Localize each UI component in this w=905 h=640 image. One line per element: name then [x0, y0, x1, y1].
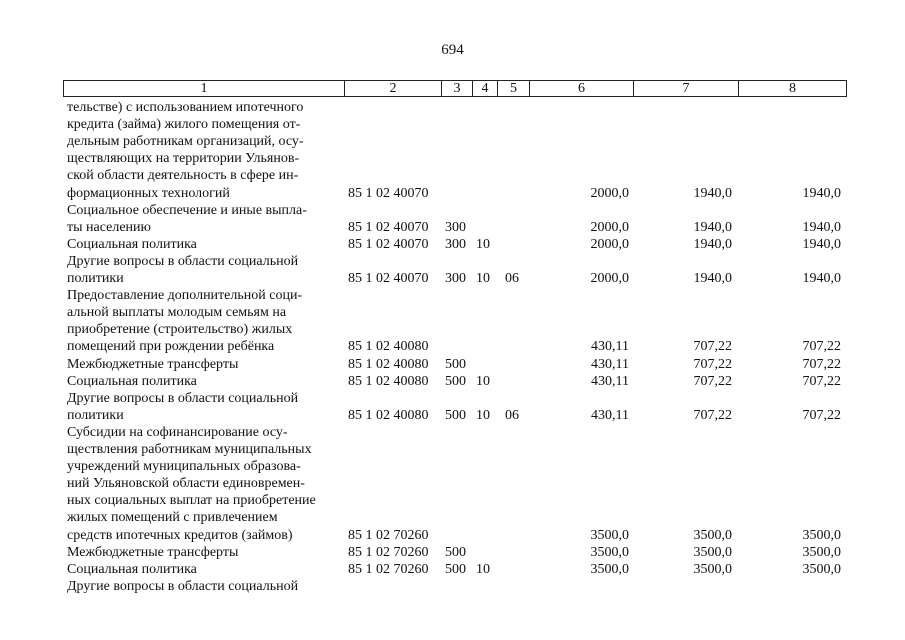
row-col-3: 500 — [445, 356, 466, 372]
page-number: 694 — [441, 42, 464, 58]
row-description: Другие вопросы в области социальной — [67, 578, 299, 594]
table-row — [0, 220, 905, 236]
table-row — [0, 237, 905, 253]
row-description: ных социальных выплат на приобретение — [67, 493, 316, 509]
table-row — [0, 254, 905, 270]
row-value-8: 707,22 — [802, 356, 841, 372]
row-description: ществляющих на территории Ульянов- — [67, 151, 300, 167]
row-value-7: 1940,0 — [693, 271, 732, 286]
row-description: ний Ульяновской области единовремен- — [67, 476, 305, 492]
table-row — [0, 305, 905, 321]
row-code: 85 1 02 40070 — [348, 185, 429, 201]
row-description: ты населению — [67, 219, 151, 235]
header-col-5: 5 — [498, 81, 530, 96]
row-code: 85 1 02 40070 — [348, 236, 429, 252]
row-value-8: 1940,0 — [802, 271, 841, 286]
row-value-7: 3500,0 — [693, 544, 732, 560]
row-code: 85 1 02 70260 — [348, 561, 429, 577]
row-col-4: 10 — [476, 561, 490, 577]
row-code: 85 1 02 40070 — [348, 219, 429, 235]
row-col-3: 300 — [445, 236, 466, 252]
row-value-8: 1940,0 — [802, 219, 841, 235]
row-value-7: 707,22 — [693, 339, 732, 355]
table-row — [0, 117, 905, 133]
row-col-3: 500 — [445, 544, 466, 560]
table-row — [0, 408, 905, 424]
table-row — [0, 134, 905, 150]
row-description: Социальная политика — [67, 236, 197, 252]
table-row — [0, 151, 905, 167]
row-description: Другие вопросы в области социальной — [67, 390, 299, 406]
row-col-4: 10 — [476, 271, 490, 286]
row-description: приобретение (строительство) жилых — [67, 322, 293, 338]
table-header — [63, 80, 847, 97]
row-value-6: 3500,0 — [590, 561, 629, 577]
row-value-7: 707,22 — [693, 356, 732, 372]
row-value-8: 1940,0 — [802, 185, 841, 201]
header-col-8: 8 — [789, 81, 796, 96]
row-value-7: 707,22 — [693, 373, 732, 389]
row-description: помещений при рождении ребёнка — [67, 339, 275, 355]
table-row — [0, 339, 905, 355]
row-description: ской области деятельность в сфере ин- — [67, 168, 299, 184]
table-row — [0, 528, 905, 544]
table-row — [0, 186, 905, 202]
row-col-4: 10 — [476, 373, 490, 389]
table-row — [0, 322, 905, 338]
table-row — [0, 476, 905, 492]
row-value-6: 430,11 — [591, 356, 629, 372]
row-value-6: 2000,0 — [590, 236, 629, 252]
table-row — [0, 579, 905, 595]
table-row — [0, 493, 905, 509]
table-row — [0, 545, 905, 561]
row-col-3: 500 — [445, 407, 466, 423]
row-col-3: 500 — [445, 561, 466, 577]
table-row — [0, 425, 905, 441]
row-value-8: 707,22 — [802, 339, 841, 355]
row-description: ществления работникам муниципальных — [67, 442, 312, 457]
row-value-7: 3500,0 — [693, 527, 732, 543]
header-col-2: 2 — [345, 81, 442, 96]
row-value-7: 1940,0 — [693, 236, 732, 252]
row-description: Межбюджетные трансферты — [67, 544, 239, 560]
table-row — [0, 562, 905, 578]
row-description: Межбюджетные трансферты — [67, 356, 239, 372]
row-value-6: 430,11 — [591, 373, 629, 389]
row-value-6: 2000,0 — [590, 185, 629, 201]
row-col-5: 06 — [505, 407, 519, 423]
row-value-6: 2000,0 — [590, 219, 629, 235]
row-value-7: 3500,0 — [693, 561, 732, 577]
row-value-6: 430,11 — [591, 407, 629, 423]
row-value-8: 707,22 — [802, 407, 841, 423]
table-row — [0, 271, 905, 287]
row-value-6: 2000,0 — [590, 271, 629, 286]
row-description: учреждений муниципальных образова- — [67, 459, 301, 475]
row-code: 85 1 02 40080 — [348, 356, 429, 372]
row-description: средств ипотечных кредитов (займов) — [67, 527, 293, 543]
row-value-6: 3500,0 — [590, 527, 629, 543]
row-code: 85 1 02 40080 — [348, 339, 429, 355]
row-code: 85 1 02 70260 — [348, 544, 429, 560]
table-row — [0, 288, 905, 304]
row-value-7: 707,22 — [693, 407, 732, 423]
row-description: Субсидии на софинансирование осу- — [67, 424, 288, 440]
row-code: 85 1 02 40080 — [348, 373, 429, 389]
table-row — [0, 168, 905, 184]
header-col-6: 6 — [530, 81, 634, 96]
row-col-3: 300 — [445, 219, 466, 235]
table-row — [0, 459, 905, 475]
row-value-8: 707,22 — [802, 373, 841, 389]
row-description: альной выплаты молодым семьям на — [67, 305, 287, 321]
row-value-6: 430,11 — [591, 339, 629, 355]
table-row — [0, 374, 905, 390]
row-value-8: 3500,0 — [802, 561, 841, 577]
row-code: 85 1 02 40080 — [348, 407, 429, 423]
header-col-1: 1 — [64, 81, 345, 96]
row-description: формационных технологий — [67, 185, 230, 201]
row-col-5: 06 — [505, 271, 519, 286]
row-value-8: 3500,0 — [802, 544, 841, 560]
row-value-7: 1940,0 — [693, 185, 732, 201]
row-description: Предоставление дополнительной соци- — [67, 288, 303, 304]
header-col-3: 3 — [442, 81, 473, 96]
row-code: 85 1 02 40070 — [348, 271, 429, 286]
row-value-8: 1940,0 — [802, 236, 841, 252]
row-value-6: 3500,0 — [590, 544, 629, 560]
row-col-3: 500 — [445, 373, 466, 389]
header-col-4: 4 — [473, 81, 498, 96]
table-row — [0, 510, 905, 526]
row-description: дельным работникам организаций, осу- — [67, 134, 304, 150]
row-description: Социальное обеспечение и иные выпла- — [67, 202, 307, 218]
header-col-7: 7 — [634, 81, 739, 96]
table-row — [0, 357, 905, 373]
row-value-8: 3500,0 — [802, 527, 841, 543]
row-description: кредита (займа) жилого помещения от- — [67, 117, 301, 133]
row-description: тельстве) с использованием ипотечного — [67, 100, 304, 115]
row-col-4: 10 — [476, 236, 490, 252]
row-code: 85 1 02 70260 — [348, 527, 429, 543]
row-col-4: 10 — [476, 407, 490, 423]
row-description: политики — [67, 271, 124, 286]
row-value-7: 1940,0 — [693, 219, 732, 235]
row-description: Другие вопросы в области социальной — [67, 253, 299, 269]
table-row — [0, 391, 905, 407]
row-description: Социальная политика — [67, 373, 197, 389]
row-col-3: 300 — [445, 271, 466, 286]
row-description: Социальная политика — [67, 561, 197, 577]
table-row — [0, 100, 905, 116]
table-row — [0, 203, 905, 219]
row-description: политики — [67, 407, 124, 423]
row-description: жилых помещений с привлечением — [67, 510, 278, 526]
table-row — [0, 442, 905, 458]
